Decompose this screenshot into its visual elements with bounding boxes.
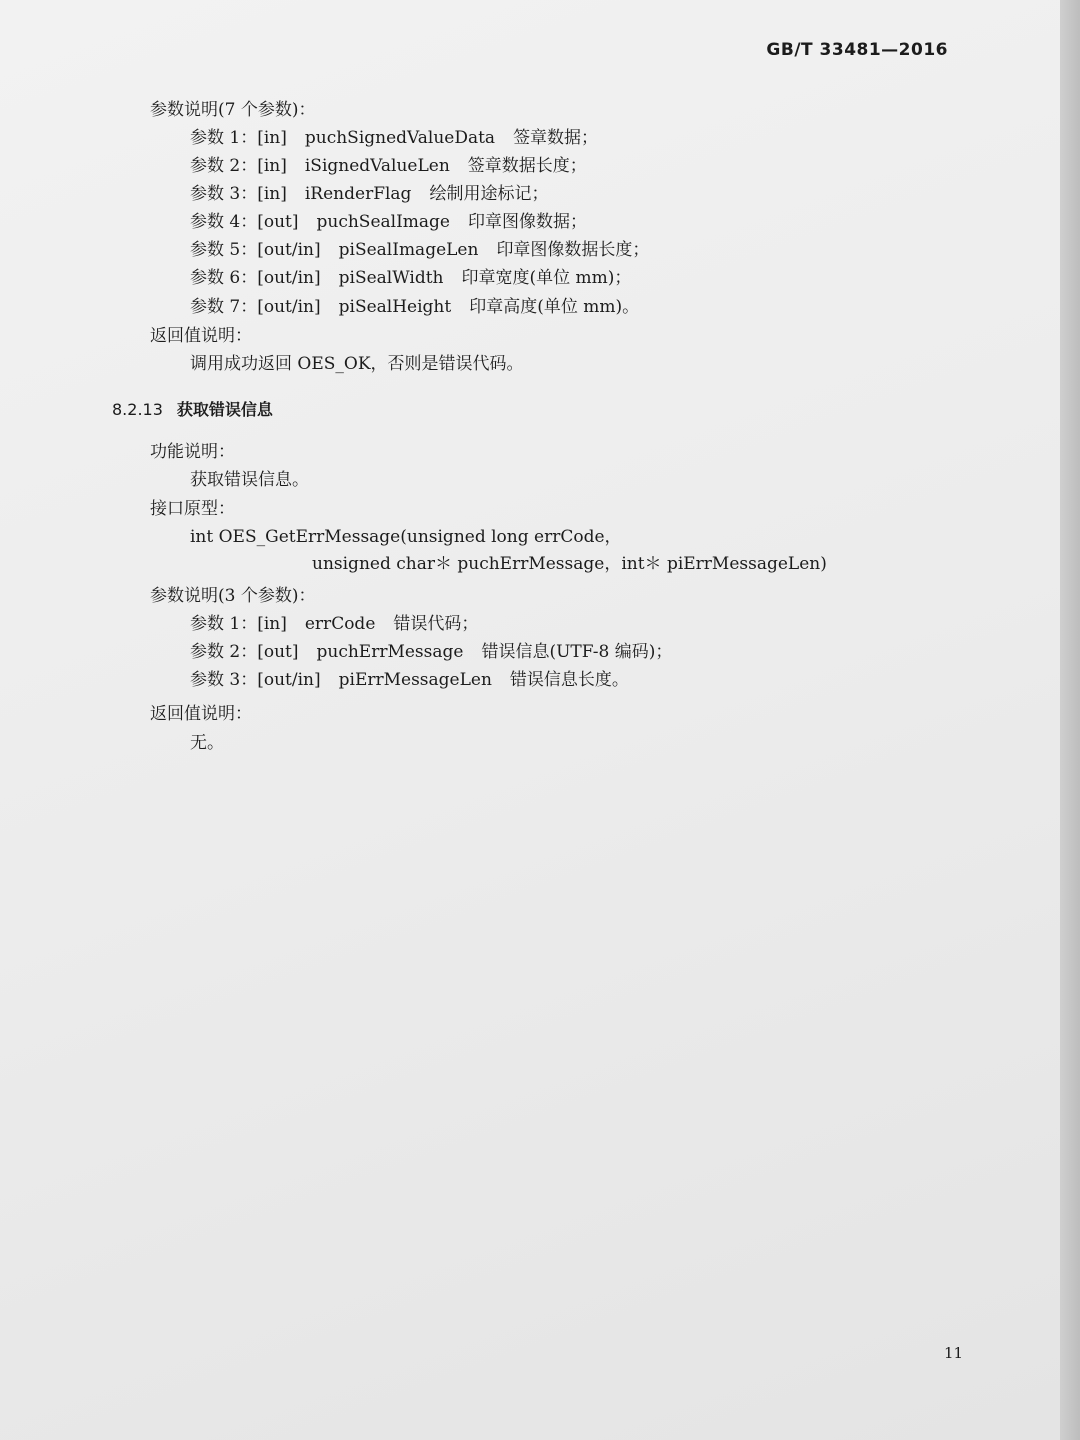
param-label: 参数 7：[out/in] xyxy=(190,297,321,317)
return-title: 返回值说明： xyxy=(150,704,252,724)
param-desc: 绘制用途标记； xyxy=(429,184,549,204)
param-desc: 错误代码； xyxy=(393,614,479,634)
param-label: 参数 2：[out] xyxy=(190,642,299,662)
param-desc: 印章图像数据长度； xyxy=(496,240,650,260)
param-desc: 印章宽度(单位 mm)； xyxy=(461,268,632,288)
prototype-line-2: unsigned char＊ puchErrMessage，int＊ piErrMessageLen) xyxy=(312,554,827,574)
section-number: 8.2.13 xyxy=(112,400,163,419)
param-name: piSealWidth xyxy=(338,268,444,288)
param-desc: 印章高度(单位 mm)。 xyxy=(469,297,640,317)
return-text: 无。 xyxy=(190,733,224,753)
function-text: 获取错误信息。 xyxy=(190,470,309,490)
param-name: iSignedValueLen xyxy=(304,156,450,176)
params-title: 参数说明(3 个参数)： xyxy=(150,586,316,606)
prototype-title: 接口原型： xyxy=(150,499,235,519)
param-label: 参数 3：[in] xyxy=(190,184,287,204)
param-desc: 签章数据； xyxy=(513,128,599,148)
param-name: puchErrMessage xyxy=(316,642,464,662)
param-desc: 错误信息长度。 xyxy=(509,670,629,690)
param-name: errCode xyxy=(304,614,376,634)
param-row xyxy=(190,154,587,178)
param-row xyxy=(190,612,478,636)
param-row xyxy=(190,668,629,692)
param-label: 参数 1：[in] xyxy=(190,128,287,148)
param-label: 参数 2：[in] xyxy=(190,156,287,176)
param-row xyxy=(190,210,587,234)
section-heading xyxy=(112,397,273,420)
params-title: 参数说明(7 个参数)： xyxy=(150,100,316,120)
param-name: piErrMessageLen xyxy=(338,670,492,690)
param-row xyxy=(190,266,631,290)
param-label: 参数 5：[out/in] xyxy=(190,240,321,260)
prototype-line-1: int OES_GetErrMessage(unsigned long errCode， xyxy=(190,527,622,547)
param-name: piSealImageLen xyxy=(338,240,479,260)
page-number: 11 xyxy=(944,1344,964,1362)
param-label: 参数 4：[out] xyxy=(190,212,299,232)
param-desc: 签章数据长度； xyxy=(467,156,587,176)
param-label: 参数 1：[in] xyxy=(190,614,287,634)
return-title: 返回值说明： xyxy=(150,326,252,346)
page-edge xyxy=(1060,0,1080,1440)
param-row xyxy=(190,126,598,150)
return-text: 调用成功返回 OES_OK，否则是错误代码。 xyxy=(190,354,524,374)
param-name: puchSignedValueData xyxy=(304,128,496,148)
param-row xyxy=(190,295,639,319)
standard-number: GB/T 33481—2016 xyxy=(766,40,948,60)
param-row xyxy=(190,238,649,262)
param-desc: 印章图像数据； xyxy=(468,212,587,232)
section-title: 获取错误信息 xyxy=(176,400,273,419)
param-desc: 错误信息(UTF-8 编码)； xyxy=(481,642,673,662)
param-label: 参数 3：[out/in] xyxy=(190,670,321,690)
param-name: piSealHeight xyxy=(338,297,452,317)
function-title: 功能说明： xyxy=(150,442,235,462)
param-row xyxy=(190,182,548,206)
param-label: 参数 6：[out/in] xyxy=(190,268,321,288)
param-name: iRenderFlag xyxy=(304,184,412,204)
param-name: puchSealImage xyxy=(316,212,450,232)
param-row xyxy=(190,640,672,664)
